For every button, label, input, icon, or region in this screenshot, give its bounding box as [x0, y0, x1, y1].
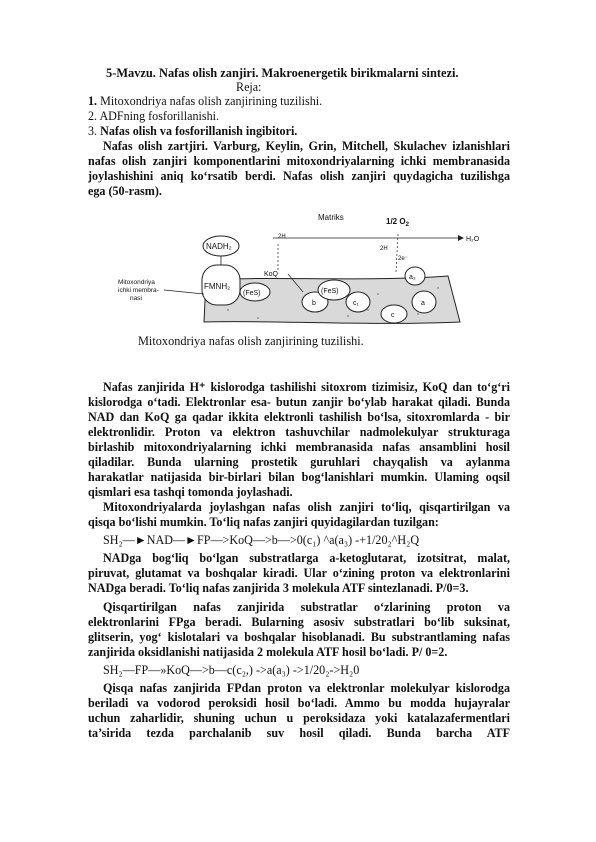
intro-line: joylashishini aniq ko‘rsatib berdi. Nafas olish zanjiri quydagicha tuzilishga	[88, 169, 510, 183]
membrane-label: Mitoxondriya	[118, 279, 155, 286]
body-line: elektronlarini FPga beradi. Bularning asosiv substratlari bo‘lib suksinat,	[88, 615, 510, 629]
body-line: kislorodga o‘tadi. Elektronlar esa- butun zanjir bo‘ylab harakat qiladi. Bunda	[88, 395, 510, 409]
cytochrome-a3-label: a₃	[409, 274, 416, 281]
body-line: NADga beradi. To‘liq nafas zanjirida 3 molekula ATF sintezlanadi. P/0=3.	[88, 581, 469, 595]
plan-item-number: 1.	[88, 94, 98, 108]
body-line: piruvat, glutamat va boshqalar kiradi. Ular o‘zining proton va elektronlarini	[88, 566, 510, 580]
body-line: harakatlar natijasida bir-birlari bilan bog‘lanishlari mumkin. Ulaming oqsil	[88, 470, 510, 484]
koq-label: KoQ	[264, 271, 279, 278]
oxygen-label: 1/2 $O_2$	[386, 217, 409, 228]
membrane-label: ichki membra-	[118, 287, 159, 294]
plan-item	[88, 109, 219, 123]
plan-item	[88, 94, 322, 108]
body-line: uchun zaharlidir, shuning uchun u peroksidaza yoki katalazafermentlari	[88, 711, 510, 725]
plan-item-number: 3.	[88, 124, 98, 138]
cytochrome-c-label: c	[391, 312, 395, 319]
electron-label: 2e⁻	[398, 256, 408, 262]
body-line: glitserin, yog‘ kislotalari va boshqalar hisoblanadi. Bu substrantlaming nafas	[88, 630, 510, 644]
cytochrome-a-label: a	[421, 300, 425, 307]
body-line: Qisqartirilgan nafas zanjirida substratlar o‘zlarining proton va	[103, 600, 510, 614]
body-line: birlashib mitoxondriyalarning ichki membranasida nafas ansamblini hosil	[88, 440, 510, 454]
plan-item-text: Nafas olish va fosforillanish ingibitori.	[100, 124, 298, 138]
body-line: qiladilar. Bunda ularning prostetik guruhlari chayqalish va aylanma	[88, 455, 510, 469]
formula-shortened-chain: SH₂—FP—»KoQ—>b—c(c₂,) ->a(a₃) ->1/20₂->H₂0	[103, 663, 360, 677]
body-line: elektronlidir. Proton va elektron tashuvchilar nadmolekulyar strukturaga	[88, 425, 510, 439]
cytochrome-c1-label: c₁	[353, 300, 359, 307]
body-line: Nafas zanjirida H⁺ kislorodga tashilishi sitoxrom tizimisiz, KoQ dan to‘g‘ri	[103, 380, 510, 394]
body-line: qismlari esa tashqi tomonda joylashadi.	[88, 485, 293, 499]
plan-item-text: Mitoxondriya nafas olish zanjirining tuzilishi.	[100, 94, 323, 108]
body-line: qisqa bo‘lishi mumkin. To‘liq nafas zanjiri quyidagilardan tuzilgan:	[88, 515, 439, 529]
proton-label: 2H	[278, 234, 286, 240]
plan-item-number: 2.	[88, 109, 98, 123]
membrane-label: nasi	[130, 295, 142, 302]
respiratory-chain-diagram	[118, 210, 488, 328]
fmn-label: FMNH₂	[204, 282, 231, 291]
body-line: Qisqa nafas zanjirida FPdan proton va elektronlar molekulyar kislorodga	[103, 681, 510, 695]
matrix-label: Matriks	[318, 213, 344, 222]
proton-label: 2H	[380, 246, 388, 252]
formula-full-chain: SH₂—►NAD—►FP—>KoQ—>b—>0(c₁) ^a(a₃) -+1/20₂^H₂Q	[103, 533, 420, 547]
document-title: 5-Mavzu. Nafas olish zanjiri. Makroenergetik birikmalarni sintezi.	[106, 66, 459, 80]
intro-line: nafas olish zanjiri komponentlarini mitoxondriyalarning ichki membranasida	[88, 154, 510, 168]
intro-line: ega (50-rasm).	[88, 184, 162, 198]
fes-label: (FeS)	[243, 290, 261, 297]
nadh-label: NADH₂	[206, 242, 232, 251]
body-line: beriladi va vodorod peroksidi hosil bo‘ladi. Ammo bu modda hujayralar	[88, 696, 510, 710]
body-line: ta’sirida tezda parchalanib suv hosil qiladi. Bunda barcha ATF	[88, 726, 510, 740]
body-line: NAD dan KoQ ga qadar ikkita elektronli tashilish bo‘lsa, sitoxromlarda - bir	[88, 410, 510, 424]
fes-label: (FeS)	[321, 288, 339, 295]
plan-item-text: ADFning fosforillanishi.	[99, 109, 220, 123]
cytochrome-b-label: b	[312, 300, 316, 307]
body-line: zanjirida oksidlanishi natijasida 2 molekula ATF hosil bo‘ladi. P/ 0=2.	[88, 645, 448, 659]
intro-line: Nafas olish zartjiri. Varburg, Keylin, Grin, Mitchell, Skulachev izlanishlari	[103, 139, 510, 153]
figure-caption: Mitoxondriya nafas olish zanjirining tuzilishi.	[138, 334, 364, 348]
body-line: Mitoxondriyalarda joylashgan nafas olish zanjiri to‘liq, qisqartirilgan va	[103, 500, 510, 514]
body-line: NADga bog‘liq bo‘lgan substratlarga a-ketoglutarat, izotsitrat, malat,	[103, 551, 510, 565]
plan-label: Reja:	[236, 80, 262, 94]
water-label: H₂O	[466, 236, 480, 243]
plan-item	[88, 124, 297, 138]
